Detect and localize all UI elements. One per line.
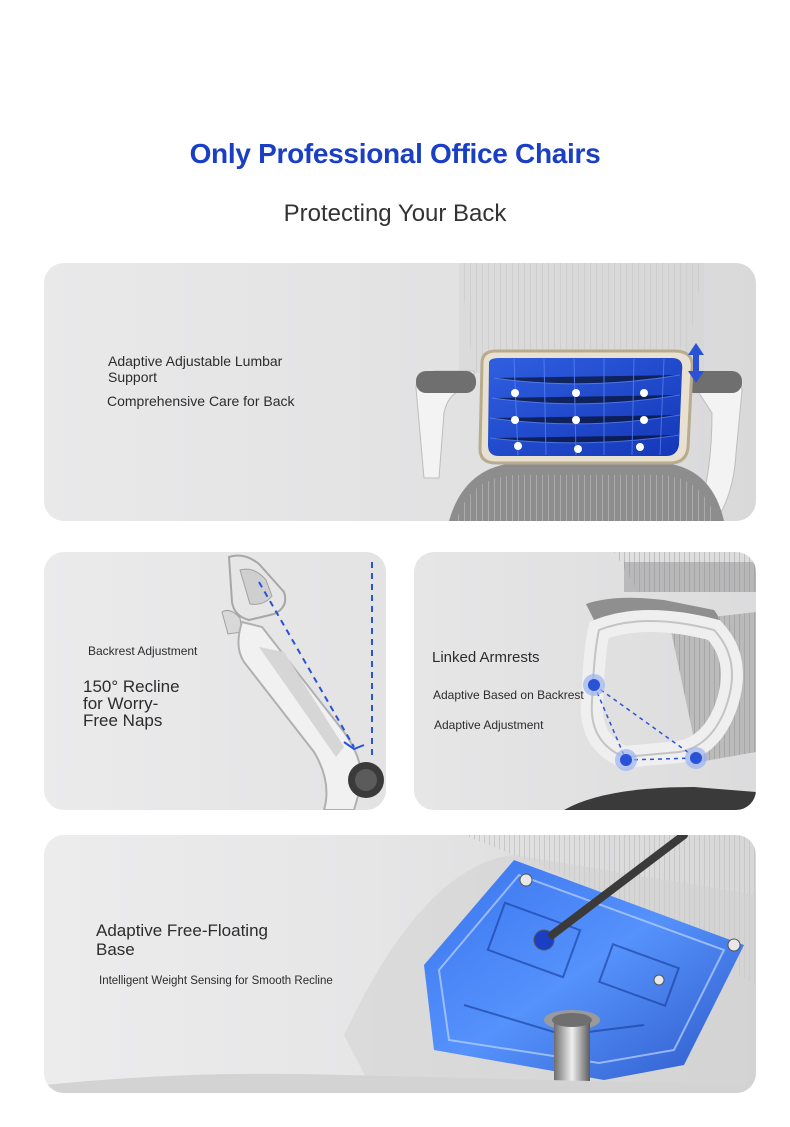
page-subtitle: Protecting Your Back	[283, 200, 507, 227]
armrest-feature-card	[414, 552, 756, 810]
armrest-linkage-illustration	[414, 552, 756, 810]
backrest-label: Backrest Adjustment	[88, 644, 198, 658]
armrest-line1: Adaptive Based on Backrest	[433, 688, 584, 702]
armrest-line2: Adaptive Adjustment	[434, 718, 544, 732]
base-subtitle: Intelligent Weight Sensing for Smooth Recline	[99, 975, 333, 987]
backrest-headline: 150° Recline for Worry-Free Naps	[83, 677, 180, 730]
base-title: Adaptive Free-Floating Base	[96, 921, 268, 959]
backrest-feature-card	[44, 552, 386, 810]
lumbar-feature-line1: Adaptive Adjustable Lumbar Support	[108, 353, 283, 385]
base-mechanism-illustration	[44, 835, 756, 1093]
lumbar-feature-line2: Comprehensive Care for Back	[107, 393, 295, 409]
lumbar-chair-illustration	[44, 263, 756, 521]
base-feature-card	[44, 835, 756, 1093]
armrest-title: Linked Armrests	[432, 649, 540, 666]
page-title: Only Professional Office Chairs	[189, 138, 601, 169]
lumbar-feature-card	[44, 263, 756, 521]
